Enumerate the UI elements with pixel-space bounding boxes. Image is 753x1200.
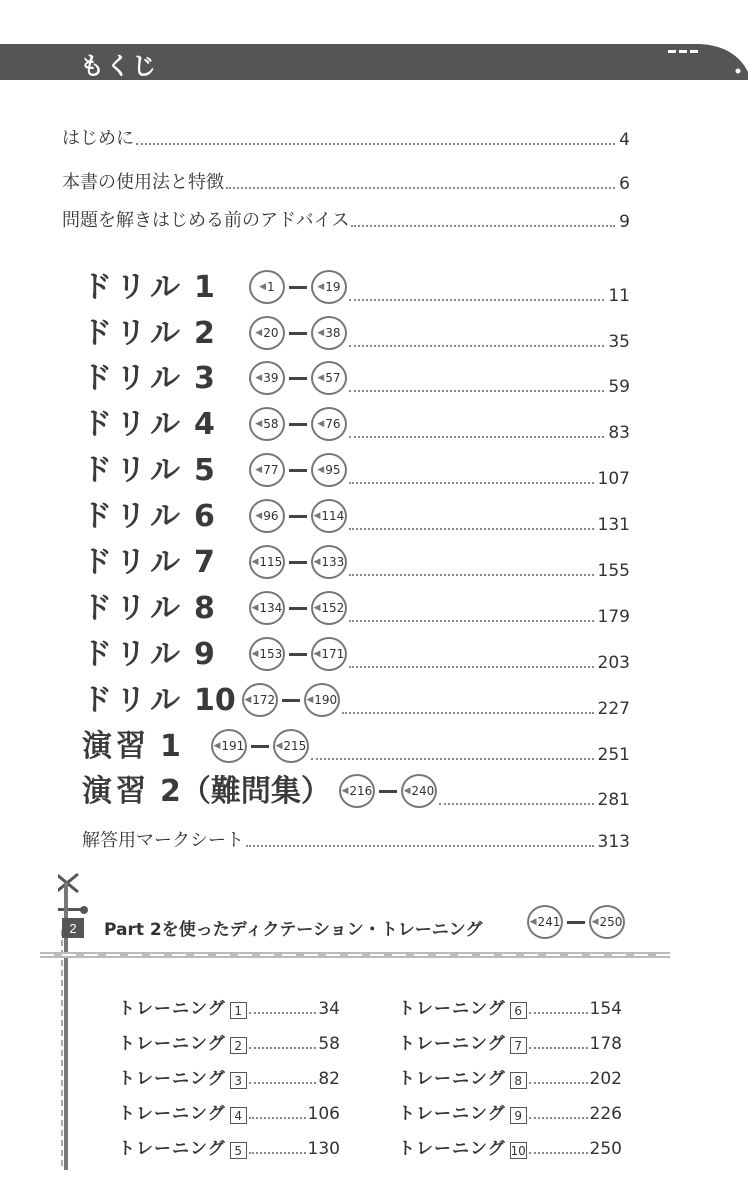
training-page-number: 58	[318, 1034, 340, 1054]
dot-leader	[529, 1152, 588, 1154]
audio-track-end[interactable]: ◀ 19	[311, 270, 347, 304]
range-dash	[289, 286, 307, 289]
audio-track-start[interactable]: ◀ 77	[249, 453, 285, 487]
audio-track-start[interactable]: ◀ 241	[527, 905, 563, 939]
speaker-icon: ◀	[251, 603, 259, 613]
audio-track-start[interactable]: ◀ 20	[249, 316, 285, 350]
speaker-icon: ◀	[317, 419, 325, 429]
training-number-box: 4	[230, 1107, 247, 1124]
speaker-icon: ◀	[317, 465, 325, 475]
toc-page-number: 155	[597, 561, 630, 581]
training-page-number: 82	[318, 1069, 340, 1089]
drill-label	[82, 491, 215, 535]
training-label: トレーニング	[398, 1139, 506, 1159]
speaker-icon: ◀	[313, 511, 321, 521]
audio-track-range	[249, 361, 347, 395]
toc-page-number: 281	[597, 790, 630, 810]
drill-name: ドリル	[82, 270, 184, 305]
dot-leader	[349, 666, 594, 668]
range-dash	[282, 699, 300, 702]
range-dash	[289, 377, 307, 380]
toc-page-number: 179	[597, 607, 630, 627]
drill-label	[82, 445, 215, 489]
range-dash	[289, 561, 307, 564]
training-entry[interactable]	[118, 1054, 340, 1089]
range-dash	[289, 423, 307, 426]
dot-leader	[226, 187, 615, 189]
audio-track-end[interactable]: ◀ 152	[311, 591, 347, 625]
speaker-icon: ◀	[341, 786, 349, 796]
toc-entry-advice[interactable]	[62, 206, 630, 232]
speaker-icon: ◀	[317, 373, 325, 383]
training-number-box: 2	[230, 1037, 247, 1054]
toc-entry-label: 問題を解きはじめる前のアドバイス	[62, 210, 350, 231]
toc-page-number: 251	[597, 745, 630, 765]
training-entry[interactable]	[398, 1089, 622, 1124]
drill-name: ドリル	[82, 545, 184, 580]
drill-number: 8	[194, 591, 215, 626]
audio-track-start[interactable]: ◀ 134	[249, 591, 285, 625]
audio-track-end[interactable]: ◀ 38	[311, 316, 347, 350]
speaker-icon: ◀	[255, 373, 263, 383]
speaker-icon: ◀	[213, 741, 221, 751]
audio-track-start[interactable]: ◀ 153	[249, 637, 285, 671]
training-page-number: 226	[589, 1104, 622, 1124]
drill-name: ドリル	[82, 683, 184, 718]
dot-leader	[246, 845, 594, 847]
toc-entry-label: 本書の使用法と特徴	[62, 172, 224, 193]
training-number-box: 6	[510, 1002, 527, 1019]
toc-entry-drill[interactable]	[82, 308, 630, 352]
audio-track-start[interactable]: ◀ 115	[249, 545, 285, 579]
training-entry[interactable]	[118, 984, 340, 1019]
drill-number: 9	[194, 637, 215, 672]
toc-entry-drill[interactable]	[82, 629, 630, 673]
dot-leader	[249, 1152, 306, 1154]
audio-track-end[interactable]: ◀ 133	[311, 545, 347, 579]
dot-leader	[342, 712, 594, 714]
dot-leader	[349, 390, 604, 392]
toc-page-number: 107	[597, 469, 630, 489]
drill-number: 7	[194, 545, 215, 580]
drill-label	[82, 721, 181, 765]
dot-leader	[249, 1117, 306, 1119]
toc-entry-drill[interactable]	[82, 445, 630, 489]
dot-leader	[349, 299, 604, 301]
training-entry[interactable]	[398, 1019, 622, 1054]
audio-track-start[interactable]: ◀ 96	[249, 499, 285, 533]
speaker-icon: ◀	[591, 917, 599, 927]
range-dash	[289, 515, 307, 518]
training-number-box: 1	[230, 1002, 247, 1019]
speaker-icon: ◀	[317, 282, 325, 292]
toc-page-number: 6	[619, 174, 630, 194]
toc-page-number: 227	[597, 699, 630, 719]
training-label: トレーニング	[118, 1139, 226, 1159]
toc-entry-usage[interactable]	[62, 168, 630, 194]
speaker-icon: ◀	[275, 741, 283, 751]
drill-number: 2（難問集）	[160, 774, 331, 809]
part2-badge-number: 2	[69, 921, 77, 936]
training-list-left	[118, 984, 340, 1159]
training-entry[interactable]	[118, 1124, 340, 1159]
audio-track-range	[249, 591, 347, 625]
speaker-icon: ◀	[313, 557, 321, 567]
speaker-icon: ◀	[251, 649, 259, 659]
dot-leader	[349, 482, 594, 484]
training-page-number: 106	[307, 1104, 340, 1124]
dot-leader	[529, 1117, 588, 1119]
audio-track-end[interactable]: ◀ 114	[311, 499, 347, 533]
audio-track-range	[249, 270, 347, 304]
audio-track-start[interactable]: ◀ 172	[242, 683, 278, 717]
dot-leader	[349, 345, 604, 347]
speaker-icon: ◀	[306, 695, 314, 705]
audio-track-range	[249, 637, 347, 671]
dot-leader	[349, 574, 594, 576]
toc-entry-drill[interactable]	[82, 766, 630, 810]
drill-label	[82, 629, 215, 673]
dot-leader	[439, 803, 594, 805]
part2-track-range	[527, 905, 625, 939]
drill-name: ドリル	[82, 316, 184, 351]
toc-page-number: 9	[619, 212, 630, 232]
toc-page-number: 313	[597, 832, 630, 852]
speaker-icon: ◀	[259, 282, 267, 292]
drill-name: ドリル	[82, 407, 184, 442]
training-number-box: 8	[510, 1072, 527, 1089]
speaker-icon: ◀	[251, 557, 259, 567]
rail-track-divider	[40, 950, 670, 960]
speaker-icon: ◀	[313, 649, 321, 659]
range-dash	[289, 607, 307, 610]
training-label: トレーニング	[118, 1069, 226, 1089]
audio-track-range	[249, 316, 347, 350]
audio-track-range	[339, 774, 437, 808]
drill-number: 6	[194, 499, 215, 534]
drill-number: 3	[194, 361, 215, 396]
part2-badge-icon	[62, 918, 84, 938]
toc-entry-label: 解答用マークシート	[82, 830, 244, 851]
drill-number: 10	[194, 683, 236, 718]
toc-page-number: 11	[608, 286, 630, 306]
training-label: トレーニング	[398, 1069, 506, 1089]
training-page-number: 34	[318, 999, 340, 1019]
speaker-icon: ◀	[403, 786, 411, 796]
drill-label	[82, 583, 215, 627]
speaker-icon: ◀	[244, 695, 252, 705]
drill-label	[82, 399, 215, 443]
speaker-icon: ◀	[255, 328, 263, 338]
drill-name: ドリル	[82, 591, 184, 626]
dot-leader	[249, 1047, 317, 1049]
drill-name: ドリル	[82, 637, 184, 672]
audio-track-end[interactable]: ◀ 215	[273, 729, 309, 763]
training-page-number: 250	[589, 1139, 622, 1159]
drill-label	[82, 766, 331, 810]
range-dash	[289, 653, 307, 656]
audio-track-end[interactable]: ◀ 76	[311, 407, 347, 441]
drill-name: ドリル	[82, 361, 184, 396]
training-entry[interactable]	[398, 1124, 622, 1159]
toc-entry-drill[interactable]	[82, 399, 630, 443]
toc-entry-drill[interactable]	[82, 262, 630, 306]
audio-track-start[interactable]: ◀ 1	[249, 270, 285, 304]
toc-entry-drill[interactable]	[82, 583, 630, 627]
training-list-right	[398, 984, 622, 1159]
speaker-icon: ◀	[317, 328, 325, 338]
drill-label	[82, 353, 215, 397]
toc-entry-drill[interactable]	[82, 721, 630, 765]
training-entry[interactable]	[398, 1054, 622, 1089]
range-dash	[567, 921, 585, 924]
dot-leader	[249, 1082, 317, 1084]
audio-track-range	[211, 729, 309, 763]
drill-name: ドリル	[82, 453, 184, 488]
drill-name: ドリル	[82, 499, 184, 534]
speaker-icon: ◀	[255, 419, 263, 429]
drill-label	[82, 308, 215, 352]
dot-leader	[249, 1012, 317, 1014]
audio-track-range	[249, 453, 347, 487]
audio-track-end[interactable]: ◀ 190	[304, 683, 340, 717]
drill-name: 演習	[82, 729, 150, 764]
part2-title: Part 2を使ったディクテーション・トレーニング	[104, 920, 483, 940]
range-dash	[379, 790, 397, 793]
training-number-box: 5	[230, 1142, 247, 1159]
toc-entry-intro[interactable]	[62, 124, 630, 150]
dot-leader	[351, 225, 615, 227]
range-dash	[289, 469, 307, 472]
training-label: トレーニング	[118, 999, 226, 1019]
dot-leader	[349, 436, 604, 438]
audio-track-end[interactable]: ◀ 171	[311, 637, 347, 671]
toc-page-number: 35	[608, 332, 630, 352]
drill-label	[82, 262, 215, 306]
page-title: もくじ	[80, 52, 158, 80]
drill-label	[82, 537, 215, 581]
audio-track-range	[249, 407, 347, 441]
audio-track-end[interactable]: ◀ 57	[311, 361, 347, 395]
training-page-number: 154	[589, 999, 622, 1019]
audio-track-range	[249, 499, 347, 533]
toc-page-number: 83	[608, 423, 630, 443]
training-entry[interactable]	[398, 984, 622, 1019]
training-number-box: 3	[230, 1072, 247, 1089]
drill-number: 4	[194, 407, 215, 442]
audio-track-range	[249, 545, 347, 579]
toc-page-number: 203	[597, 653, 630, 673]
training-label: トレーニング	[118, 1104, 226, 1124]
dot-leader	[349, 528, 594, 530]
dot-leader	[311, 758, 594, 760]
training-page-number: 202	[589, 1069, 622, 1089]
speaker-icon: ◀	[255, 465, 263, 475]
audio-track-start[interactable]: ◀ 58	[249, 407, 285, 441]
toc-page-number: 131	[597, 515, 630, 535]
dot-leader	[529, 1012, 588, 1014]
speaker-icon: ◀	[255, 511, 263, 521]
toc-entry-label: はじめに	[62, 128, 134, 149]
training-page-number: 130	[307, 1139, 340, 1159]
range-dash	[289, 332, 307, 335]
drill-name: 演習	[82, 774, 150, 809]
toc-entry-drill[interactable]	[82, 537, 630, 581]
dot-leader	[529, 1047, 588, 1049]
training-number-box: 9	[510, 1107, 527, 1124]
training-number-box: 7	[510, 1037, 527, 1054]
training-label: トレーニング	[398, 1104, 506, 1124]
toc-entry-marksheet[interactable]	[82, 826, 630, 852]
dot-leader	[529, 1082, 588, 1084]
training-entry[interactable]	[118, 1019, 340, 1054]
drill-number: 1	[194, 270, 215, 305]
training-label: トレーニング	[398, 999, 506, 1019]
audio-track-end[interactable]: ◀ 250	[589, 905, 625, 939]
drill-number: 2	[194, 316, 215, 351]
training-number-box: 10	[510, 1143, 526, 1158]
audio-track-range	[242, 683, 340, 717]
toc-page-number: 59	[608, 377, 630, 397]
training-page-number: 178	[589, 1034, 622, 1054]
speaker-icon: ◀	[529, 917, 537, 927]
audio-track-end[interactable]: ◀ 95	[311, 453, 347, 487]
dot-leader	[136, 143, 615, 145]
training-label: トレーニング	[398, 1034, 506, 1054]
speaker-icon: ◀	[313, 603, 321, 613]
toc-page-number: 4	[619, 130, 630, 150]
dot-leader	[349, 620, 594, 622]
drill-number: 1	[160, 729, 181, 764]
training-entry[interactable]	[118, 1089, 340, 1124]
training-label: トレーニング	[118, 1034, 226, 1054]
audio-track-start[interactable]: ◀ 39	[249, 361, 285, 395]
toc-entry-drill[interactable]	[82, 675, 630, 719]
toc-entry-drill[interactable]	[82, 353, 630, 397]
range-dash	[251, 745, 269, 748]
audio-track-end[interactable]: ◀ 240	[401, 774, 437, 808]
audio-track-start[interactable]: ◀ 216	[339, 774, 375, 808]
audio-track-start[interactable]: ◀ 191	[211, 729, 247, 763]
drill-label	[82, 675, 236, 719]
toc-entry-drill[interactable]	[82, 491, 630, 535]
toc-header	[0, 42, 753, 82]
drill-number: 5	[194, 453, 215, 488]
